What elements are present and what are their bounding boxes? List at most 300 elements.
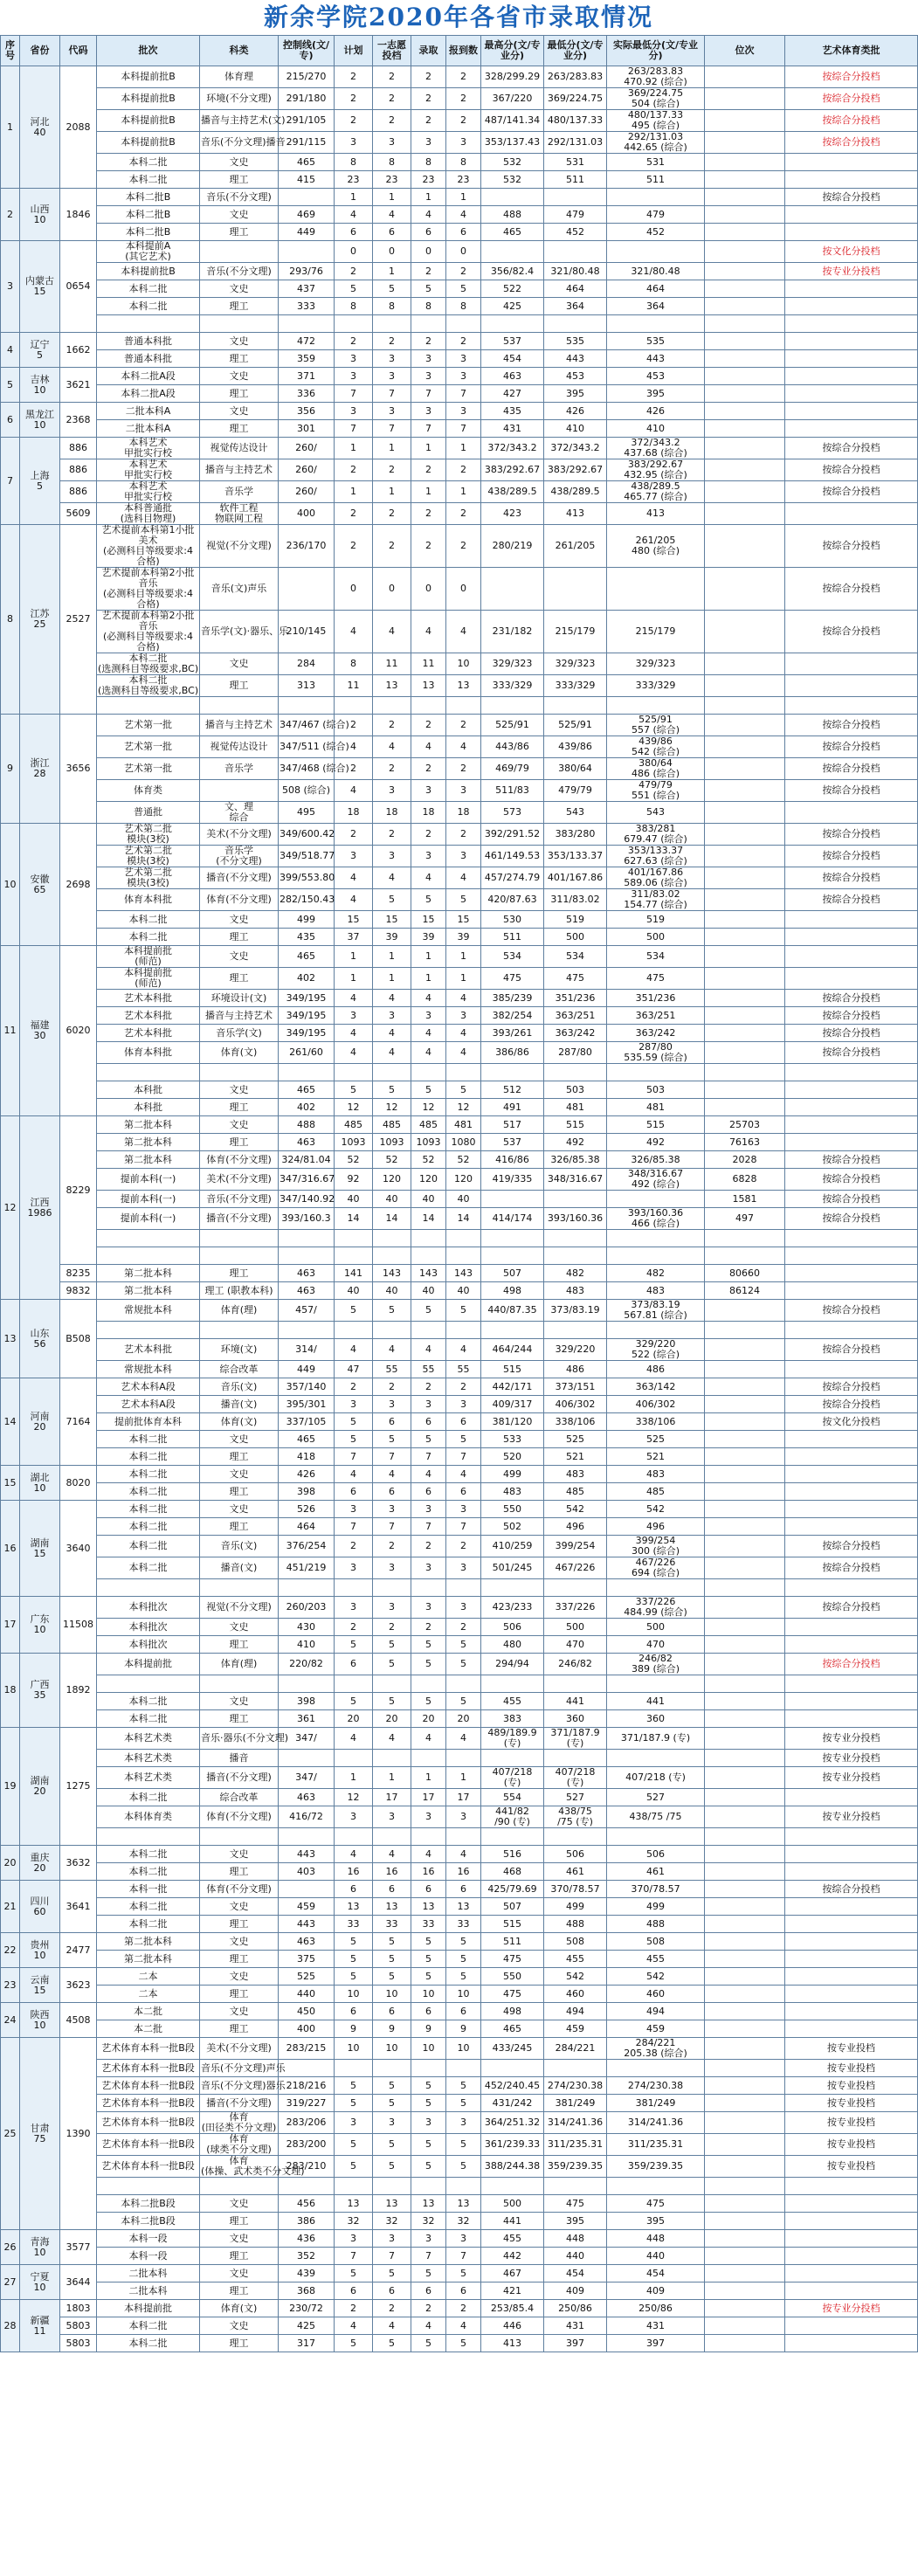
table-row	[1, 715, 918, 736]
table-row	[1, 2230, 918, 2248]
reported-cell: 6	[446, 2003, 481, 2020]
plan-cell	[335, 2060, 373, 2077]
control-line-cell: 410	[279, 1636, 335, 1654]
table-row	[1, 189, 918, 206]
rank-cell	[705, 1378, 785, 1396]
rank-cell	[705, 1483, 785, 1501]
page-title: 新余学院2020年各省市录取情况	[264, 3, 653, 31]
plan-cell: 5	[335, 1933, 373, 1951]
reported-cell: 10	[446, 653, 481, 675]
art-sports-cell	[785, 1968, 918, 1986]
category-cell: 音乐(不分文理)	[200, 1191, 279, 1208]
actual-min-cell: 499	[607, 1898, 705, 1916]
rank-cell	[705, 1767, 785, 1789]
actual-min-cell: 461	[607, 1863, 705, 1881]
max-score-cell: 554	[481, 1789, 544, 1806]
plan-cell: 4	[335, 1025, 373, 1042]
art-sports-cell	[785, 802, 918, 824]
min-score-cell: 483	[544, 1282, 607, 1300]
reported-cell: 2	[446, 824, 481, 846]
art-sports-cell	[785, 2317, 918, 2335]
province-cell: 湖南 15	[20, 1501, 60, 1597]
rank-cell	[705, 1300, 785, 1322]
category-cell: 文史	[200, 1431, 279, 1448]
control-line-cell: 349/195	[279, 990, 335, 1007]
batch-cell: 体育本科批	[97, 1042, 200, 1064]
control-line-cell: 349/195	[279, 1025, 335, 1042]
header-row	[1, 36, 918, 66]
plan-cell	[335, 1322, 373, 1339]
table-row	[1, 1413, 918, 1431]
art-sports-cell: 按专业分投档	[785, 1806, 918, 1828]
batch-cell: 二批本科	[97, 2265, 200, 2282]
batch-cell: 本科普通批 (选科目物理)	[97, 503, 200, 525]
max-score-cell	[481, 568, 544, 611]
first-choice-cell: 4	[373, 206, 411, 224]
batch-cell: 本二批	[97, 2020, 200, 2038]
province-cell: 湖南 20	[20, 1728, 60, 1846]
actual-min-cell: 333/329	[607, 675, 705, 697]
min-score-cell: 370/78.57	[544, 1881, 607, 1898]
max-score-cell: 231/182	[481, 611, 544, 653]
rank-cell	[705, 1007, 785, 1025]
table-row	[1, 368, 918, 385]
batch-cell: 本科二批	[97, 1483, 200, 1501]
control-line-cell: 361	[279, 1710, 335, 1728]
batch-cell: 艺术本科批	[97, 990, 200, 1007]
control-line-cell: 386	[279, 2213, 335, 2230]
table-row	[1, 1081, 918, 1099]
table-row	[1, 1466, 918, 1483]
max-score-cell: 393/261	[481, 1025, 544, 1042]
code-cell: 4508	[60, 2003, 97, 2038]
min-score-cell: 359/239.35	[544, 2156, 607, 2178]
batch-cell: 二批本科A	[97, 403, 200, 420]
reported-cell: 5	[446, 1300, 481, 1322]
min-score-cell: 543	[544, 802, 607, 824]
seq-cell: 7	[1, 438, 20, 525]
first-choice-cell: 2	[373, 525, 411, 568]
control-line-cell: 398	[279, 1483, 335, 1501]
art-sports-cell	[785, 2335, 918, 2352]
seq-cell: 14	[1, 1378, 20, 1466]
code-cell: 886	[60, 459, 97, 481]
admitted-cell	[411, 1247, 446, 1265]
plan-cell: 7	[335, 1448, 373, 1466]
category-cell: 理工	[200, 675, 279, 697]
plan-cell: 1093	[335, 1134, 373, 1151]
min-score-cell: 353/133.37	[544, 846, 607, 867]
plan-cell: 3	[335, 1501, 373, 1518]
batch-cell: 本科批	[97, 1081, 200, 1099]
reported-cell: 7	[446, 385, 481, 403]
min-score-cell: 439/86	[544, 736, 607, 758]
actual-min-cell: 483	[607, 1282, 705, 1300]
code-cell: B508	[60, 1300, 97, 1378]
rank-cell: 1581	[705, 1191, 785, 1208]
first-choice-cell: 3	[373, 132, 411, 154]
actual-min-cell: 483	[607, 1466, 705, 1483]
first-choice-cell: 12	[373, 1099, 411, 1116]
code-cell: 1662	[60, 333, 97, 368]
plan-cell: 11	[335, 675, 373, 697]
max-score-cell: 499	[481, 1466, 544, 1483]
category-cell: 播音(不分文理)	[200, 2095, 279, 2112]
actual-min-cell	[607, 697, 705, 715]
art-sports-cell	[785, 315, 918, 333]
max-score-cell: 446	[481, 2317, 544, 2335]
category-cell: 理工	[200, 420, 279, 438]
reported-cell: 6	[446, 1483, 481, 1501]
category-cell: 音乐(文)	[200, 1536, 279, 1557]
control-line-cell: 463	[279, 1933, 335, 1951]
admitted-cell: 5	[411, 1300, 446, 1322]
category-cell: 体育 (田径类不分文理)	[200, 2112, 279, 2134]
table-row	[1, 1951, 918, 1968]
reported-cell: 3	[446, 780, 481, 802]
rank-cell	[705, 990, 785, 1007]
table-row	[1, 88, 918, 110]
art-sports-cell	[785, 1898, 918, 1916]
table-row	[1, 1916, 918, 1933]
table-row	[1, 946, 918, 968]
control-line-cell: 463	[279, 1789, 335, 1806]
control-line-cell: 291/180	[279, 88, 335, 110]
first-choice-cell: 4	[373, 1728, 411, 1750]
plan-cell: 7	[335, 385, 373, 403]
first-choice-cell: 5	[373, 1968, 411, 1986]
actual-min-cell: 372/343.2 437.68 (综合)	[607, 438, 705, 459]
batch-cell: 本科二批B段	[97, 2195, 200, 2213]
first-choice-cell: 143	[373, 1265, 411, 1282]
first-choice-cell: 5	[373, 2134, 411, 2156]
table-row	[1, 1898, 918, 1916]
actual-min-cell: 383/281 679.47 (综合)	[607, 824, 705, 846]
control-line-cell: 469	[279, 206, 335, 224]
control-line-cell	[279, 189, 335, 206]
category-cell: 文史	[200, 280, 279, 298]
table-row	[1, 1378, 918, 1396]
reported-cell: 4	[446, 990, 481, 1007]
first-choice-cell: 3	[373, 1396, 411, 1413]
actual-min-cell	[607, 1579, 705, 1597]
category-cell: 环境设计(文)	[200, 990, 279, 1007]
batch-cell	[97, 315, 200, 333]
first-choice-cell: 13	[373, 1898, 411, 1916]
min-score-cell: 246/82	[544, 1654, 607, 1675]
admitted-cell: 4	[411, 1846, 446, 1863]
reported-cell: 5	[446, 1968, 481, 1986]
actual-min-cell: 543	[607, 802, 705, 824]
code-cell: 2088	[60, 66, 97, 189]
control-line-cell: 314/	[279, 1339, 335, 1361]
plan-cell: 4	[335, 990, 373, 1007]
max-score-cell: 525/91	[481, 715, 544, 736]
min-score-cell: 397	[544, 2335, 607, 2352]
admitted-cell	[411, 1064, 446, 1081]
admitted-cell	[411, 2178, 446, 2195]
plan-cell: 4	[335, 1339, 373, 1361]
admitted-cell: 7	[411, 385, 446, 403]
category-cell	[200, 1230, 279, 1247]
plan-cell: 2	[335, 2300, 373, 2317]
admitted-cell: 13	[411, 2195, 446, 2213]
batch-cell: 本科提前A (其它艺术)	[97, 241, 200, 263]
table-row	[1, 2195, 918, 2213]
reported-cell: 39	[446, 929, 481, 946]
batch-cell: 本科二批B段	[97, 2213, 200, 2230]
table-row	[1, 459, 918, 481]
first-choice-cell: 1	[373, 968, 411, 990]
actual-min-cell: 503	[607, 1081, 705, 1099]
rank-cell	[705, 1806, 785, 1828]
rank-cell	[705, 697, 785, 715]
min-score-cell: 438/289.5	[544, 481, 607, 503]
code-cell: 3623	[60, 1968, 97, 2003]
control-line-cell: 317	[279, 2335, 335, 2352]
province-cell: 云南 15	[20, 1968, 60, 2003]
seq-cell: 12	[1, 1116, 20, 1300]
rank-cell: 25703	[705, 1116, 785, 1134]
art-sports-cell	[785, 968, 918, 990]
art-sports-cell: 按综合分投档	[785, 1007, 918, 1025]
category-cell: 音乐·器乐(不分文理)	[200, 1728, 279, 1750]
first-choice-cell: 3	[373, 1806, 411, 1828]
rank-cell	[705, 189, 785, 206]
rank-cell	[705, 2300, 785, 2317]
first-choice-cell: 2	[373, 459, 411, 481]
table-row	[1, 1230, 918, 1247]
category-cell: 体育 (球类不分文理)	[200, 2134, 279, 2156]
first-choice-cell: 2	[373, 2300, 411, 2317]
first-choice-cell: 40	[373, 1282, 411, 1300]
batch-cell: 艺术第二批 模块(3校)	[97, 824, 200, 846]
admitted-cell: 1	[411, 946, 446, 968]
max-score-cell	[481, 1230, 544, 1247]
category-cell: 理工	[200, 1863, 279, 1881]
category-cell: 音乐学(文)	[200, 1025, 279, 1042]
rank-cell	[705, 1557, 785, 1579]
actual-min-cell: 363/242	[607, 1025, 705, 1042]
admitted-cell: 33	[411, 1916, 446, 1933]
art-sports-cell: 按综合分投档	[785, 1557, 918, 1579]
art-sports-cell	[785, 1828, 918, 1846]
province-cell: 贵州 10	[20, 1933, 60, 1968]
control-line-cell: 291/105	[279, 110, 335, 132]
control-line-cell: 425	[279, 2317, 335, 2335]
art-sports-cell	[785, 1518, 918, 1536]
plan-cell: 4	[335, 1042, 373, 1064]
reported-cell: 12	[446, 1099, 481, 1116]
category-cell: 理工	[200, 2335, 279, 2352]
admitted-cell: 5	[411, 2156, 446, 2178]
max-score-cell	[481, 1828, 544, 1846]
control-line-cell: 435	[279, 929, 335, 946]
plan-cell: 2	[335, 110, 373, 132]
control-line-cell: 291/115	[279, 132, 335, 154]
max-score-cell: 383/292.67	[481, 459, 544, 481]
admitted-cell: 6	[411, 1483, 446, 1501]
category-cell: 体育(文)	[200, 2300, 279, 2317]
reported-cell: 32	[446, 2213, 481, 2230]
first-choice-cell: 2	[373, 110, 411, 132]
first-choice-cell: 32	[373, 2213, 411, 2230]
seq-cell: 6	[1, 403, 20, 438]
plan-cell: 5	[335, 2134, 373, 2156]
reported-cell: 3	[446, 368, 481, 385]
admitted-cell: 3	[411, 1007, 446, 1025]
actual-min-cell: 506	[607, 1846, 705, 1863]
reported-cell: 17	[446, 1789, 481, 1806]
art-sports-cell: 按综合分投档	[785, 88, 918, 110]
rank-cell	[705, 1636, 785, 1654]
art-sports-cell: 按综合分投档	[785, 438, 918, 459]
admitted-cell: 5	[411, 889, 446, 911]
batch-cell: 第二批本科	[97, 1933, 200, 1951]
category-cell: 软件工程 物联网工程	[200, 503, 279, 525]
max-score-cell: 501/245	[481, 1557, 544, 1579]
art-sports-cell	[785, 1933, 918, 1951]
max-score-cell: 506	[481, 1619, 544, 1636]
batch-cell: 本科艺术类	[97, 1728, 200, 1750]
reported-cell: 3	[446, 1396, 481, 1413]
seq-cell: 18	[1, 1654, 20, 1728]
max-score-cell: 435	[481, 403, 544, 420]
batch-cell: 本科艺术 甲批实行校	[97, 438, 200, 459]
reported-cell	[446, 1579, 481, 1597]
plan-cell	[335, 1247, 373, 1265]
art-sports-cell: 按专业分投档	[785, 1767, 918, 1789]
max-score-cell: 328/299.29	[481, 66, 544, 88]
min-score-cell: 515	[544, 1116, 607, 1134]
reported-cell: 1	[446, 481, 481, 503]
batch-cell: 本科二批	[97, 1863, 200, 1881]
batch-cell	[97, 1064, 200, 1081]
rank-cell	[705, 171, 785, 189]
rank-cell	[705, 1968, 785, 1986]
control-line-cell: 356	[279, 403, 335, 420]
actual-min-cell: 492	[607, 1134, 705, 1151]
min-score-cell: 534	[544, 946, 607, 968]
admitted-cell: 4	[411, 1025, 446, 1042]
plan-cell: 3	[335, 368, 373, 385]
reported-cell: 2	[446, 66, 481, 88]
art-sports-cell	[785, 1951, 918, 1968]
min-score-cell: 409	[544, 2282, 607, 2300]
plan-cell: 10	[335, 1986, 373, 2003]
rank-cell	[705, 2134, 785, 2156]
min-score-cell: 395	[544, 385, 607, 403]
actual-min-cell	[607, 1247, 705, 1265]
category-cell: 体育(不分文理)	[200, 1151, 279, 1169]
min-score-cell: 373/83.19	[544, 1300, 607, 1322]
rank-cell	[705, 2038, 785, 2060]
min-score-cell: 443	[544, 350, 607, 368]
admitted-cell: 2	[411, 824, 446, 846]
min-score-cell: 511	[544, 171, 607, 189]
province-cell: 湖北 10	[20, 1466, 60, 1501]
actual-min-cell: 454	[607, 2265, 705, 2282]
category-cell: 播音与主持艺术(文)	[200, 110, 279, 132]
art-sports-cell: 按综合分投档	[785, 481, 918, 503]
art-sports-cell	[785, 946, 918, 968]
code-cell: 7164	[60, 1378, 97, 1466]
reported-cell: 3	[446, 1597, 481, 1619]
min-score-cell: 215/179	[544, 611, 607, 653]
admitted-cell: 4	[411, 1466, 446, 1483]
plan-cell	[335, 1064, 373, 1081]
code-cell: 1803	[60, 2300, 97, 2317]
category-cell: 理工	[200, 929, 279, 946]
first-choice-cell: 55	[373, 1361, 411, 1378]
actual-min-cell	[607, 1191, 705, 1208]
plan-cell: 1	[335, 189, 373, 206]
actual-min-cell: 393/160.36 466 (综合)	[607, 1208, 705, 1230]
plan-cell: 7	[335, 420, 373, 438]
art-sports-cell	[785, 2178, 918, 2195]
plan-cell	[335, 1230, 373, 1247]
art-sports-cell: 按专业投档	[785, 2038, 918, 2060]
header-cell: 省份	[20, 36, 60, 66]
batch-cell: 本科二批	[97, 929, 200, 946]
first-choice-cell: 120	[373, 1169, 411, 1191]
batch-cell: 第二批本科	[97, 1134, 200, 1151]
admitted-cell: 4	[411, 1728, 446, 1750]
min-score-cell: 479	[544, 206, 607, 224]
art-sports-cell: 按综合分投档	[785, 1191, 918, 1208]
plan-cell: 16	[335, 1863, 373, 1881]
seq-cell: 3	[1, 241, 20, 333]
admitted-cell: 2	[411, 2300, 446, 2317]
batch-cell: 艺术本科A段	[97, 1396, 200, 1413]
rank-cell	[705, 206, 785, 224]
batch-cell: 第二批本科	[97, 1265, 200, 1282]
control-line-cell: 301	[279, 420, 335, 438]
min-score-cell: 399/254	[544, 1536, 607, 1557]
batch-cell: 本科二批	[97, 1789, 200, 1806]
actual-min-cell: 363/251	[607, 1007, 705, 1025]
code-cell: 2527	[60, 525, 97, 715]
min-score-cell: 348/316.67	[544, 1169, 607, 1191]
admitted-cell: 3	[411, 780, 446, 802]
rank-cell	[705, 2195, 785, 2213]
art-sports-cell: 按专业投档	[785, 2077, 918, 2095]
actual-min-cell: 246/82 389 (综合)	[607, 1654, 705, 1675]
art-sports-cell	[785, 1693, 918, 1710]
max-score-cell: 537	[481, 333, 544, 350]
first-choice-cell: 1	[373, 263, 411, 280]
plan-cell: 12	[335, 1789, 373, 1806]
plan-cell: 4	[335, 780, 373, 802]
batch-cell: 本科艺术 甲批实行校	[97, 459, 200, 481]
max-score-cell: 421	[481, 2282, 544, 2300]
actual-min-cell	[607, 1828, 705, 1846]
table-row	[1, 110, 918, 132]
actual-min-cell: 508	[607, 1933, 705, 1951]
admitted-cell	[411, 1579, 446, 1597]
batch-cell: 本科提前批 (师范)	[97, 946, 200, 968]
category-cell: 体育(不分文理)	[200, 1806, 279, 1828]
category-cell: 体育理	[200, 66, 279, 88]
first-choice-cell: 6	[373, 2282, 411, 2300]
table-row	[1, 2112, 918, 2134]
control-line-cell: 526	[279, 1501, 335, 1518]
table-row	[1, 1693, 918, 1710]
table-row	[1, 802, 918, 824]
min-score-cell	[544, 1230, 607, 1247]
category-cell: 体育(文)	[200, 1042, 279, 1064]
reported-cell: 5	[446, 1636, 481, 1654]
